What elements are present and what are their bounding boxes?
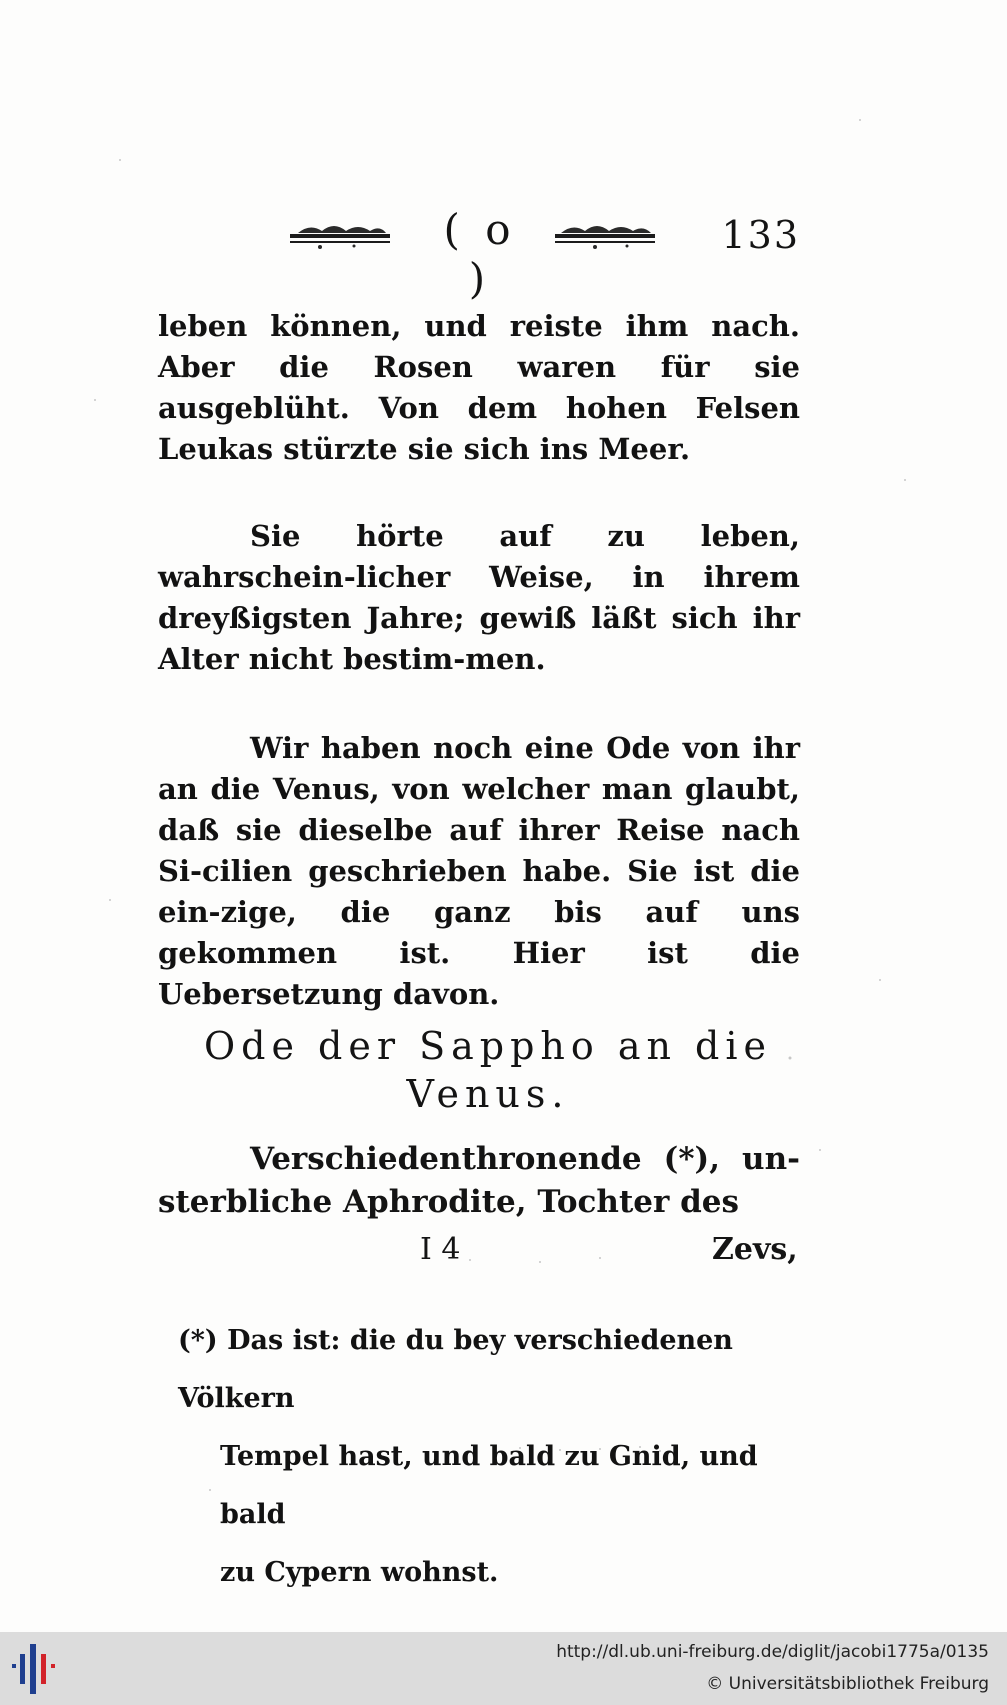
signature-mark: I 4 (420, 1232, 461, 1267)
printers-ornament-right (555, 221, 655, 251)
footnote (178, 1312, 788, 1602)
page-marker: ( o ) (443, 205, 517, 303)
paragraph-text: Wir haben noch eine Ode von ihr an die Venus, von welcher man glaubt, daß sie dieselbe auf ihrer Reise nach Si-cilien geschrieben habe. Sie ist die ein-zige, die ganz bis auf uns gekommen ist. Hier ist die Uebersetzung davon. (158, 731, 800, 1011)
paragraph-text: Sie hörte auf zu leben, wahrschein-licher Weise, in ihrem dreyßigsten Jahre; gewiß läßt sich ihr Alter nicht bestim-men. (158, 519, 800, 676)
footnote-line-2: Tempel hast, und bald zu Gnid, und bald (220, 1441, 758, 1530)
ode-title-line-2: Venus. (406, 1072, 570, 1116)
catchword: Zevs, (712, 1232, 798, 1267)
permalink-url[interactable]: http://dl.ub.uni-freiburg.de/diglit/jacobi1775a/0135 (556, 1642, 989, 1662)
library-footer-bar (0, 1632, 1007, 1705)
copyright-notice: © Universitätsbibliothek Freiburg (706, 1674, 989, 1694)
ode-title-line-1: Ode der Sappho an die (203, 1024, 773, 1068)
running-header (280, 205, 810, 303)
ub-freiburg-logo-icon[interactable] (6, 1640, 62, 1698)
footnote-line-1: (*) Das ist: die du bey verschiedenen Völkern (178, 1325, 733, 1414)
paragraph-3 (158, 728, 800, 1015)
paragraph-text: leben können, und reiste ihm nach. Aber die Rosen waren für sie ausgeblüht. Von dem hohen Felsen Leukas stürzte sie sich ins Meer. (158, 309, 800, 466)
page-number: 133 (721, 213, 800, 257)
paragraph-2 (158, 516, 800, 680)
paragraph-1 (158, 306, 800, 470)
footnote-line-3: zu Cypern wohnst. (220, 1557, 499, 1588)
ode-first-lines: Verschiedenthronende (*), un-sterbliche Aphrodite, Tochter des (158, 1141, 800, 1220)
printers-ornament-left (290, 221, 390, 251)
ode-title (188, 1022, 788, 1118)
